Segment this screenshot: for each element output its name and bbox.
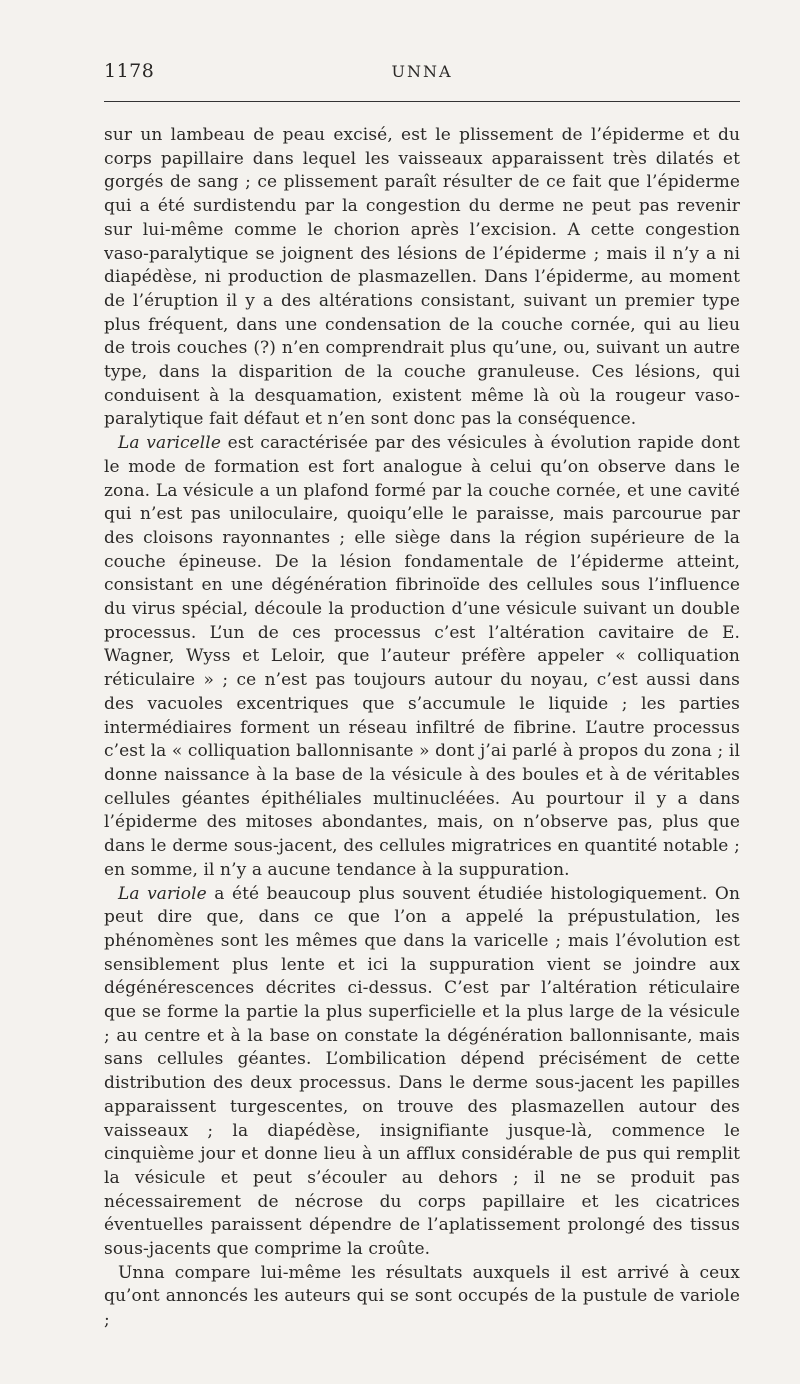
paragraph-3-text: a été beaucoup plus souvent étudiée histologiquement. On peut dire que, dans ce que l’on a appelé la prépustulation, les phénomènes sont les mêmes que dans la varicelle ; mais l’évolution est sensiblement plus lente et ici la suppuration vient se joindre aux dégénérescences décrites ci-dessus. C’est par l’altération réticulaire que se forme la partie la plus superficielle et la plus large de la vésicule ; au centre et à la base on constate la dégénération ballonnisante, mais sans cellules géantes. L’ombilication dépend précisément de cette distribution des deux processus. Dans le derme sous-jacent les papilles apparaissent turgescentes, on trouve des plasmazellen autour des vaisseaux ; la diapédèse, insignifiante jusque-là, commence le cinquième jour et donne lieu à un afflux considérable de pus qui remplit la vésicule et peut s’écouler au dehors ; il ne se produit pas nécessairement de nécrose du corps papillaire et les cicatrices éventuelles paraissent dépendre de l’aplatissement prolongé des tissus sous-jacents que comprime la croûte. (104, 883, 740, 1260)
header-rule (104, 101, 740, 102)
paragraph-1 (104, 124, 740, 432)
body-text (104, 124, 740, 1333)
paragraph-4-text: Unna compare lui-même les résultats auxquels il est arrivé à ceux qu’ont annoncés les auteurs qui se sont occupés de la pustule de variole ; (104, 1262, 740, 1331)
running-head: UNNA (391, 62, 453, 81)
paragraph-1-text: sur un lambeau de peau excisé, est le plissement de l’épiderme et du corps papillaire dans lequel les vaisseaux apparaissent très dilatés et gorgés de sang ; ce plissement paraît résulter de ce fait que l’épiderme qui a été surdistendu par la congestion du derme ne peut pas revenir sur lui-même comme le chorion après l’excision. A cette congestion vaso-paralytique se joignent des lésions de l’épiderme ; mais il n’y a ni diapédèse, ni production de plasmazellen. Dans l’épiderme, au moment de l’éruption il y a des altérations consistant, suivant un premier type plus fréquent, dans une condensation de la couche cornée, qui au lieu de trois couches (?) n’en comprendrait plus qu’une, ou, suivant un autre type, dans la disparition de la couche granuleuse. Ces lésions, qui conduisent à la desquamation, existent même là où la rougeur vaso-paralytique fait défaut et n’en sont donc pas la conséquence. (104, 125, 740, 430)
paragraph-3 (104, 883, 740, 1262)
paragraph-2 (104, 432, 740, 882)
paragraph-3-lead: La variole (118, 883, 207, 904)
paragraph-2-text: est caractérisée par des vésicules à évolution rapide dont le mode de formation est fort analogue à celui qu’on observe dans le zona. La vésicule a un plafond formé par la couche cornée, et une cavité qui n’est pas uniloculaire, quoiqu’elle le paraisse, mais parcourue par des cloisons rayonnantes ; elle siège dans la région supérieure de la couche épineuse. De la lésion fondamentale de l’épiderme atteint, consistant en une dégénération fibrinoïde des cellules sous l’influence du virus spécial, découle la production d’une vésicule suivant un double processus. L’un de ces processus c’est l’altération cavitaire de E. Wagner, Wyss et Leloir, que l’auteur préfère appeler « colliquation réticulaire » ; ce n’est pas toujours autour du noyau, c’est aussi dans des vacuoles excentriques que s’accumule le liquide ; les parties intermédiaires forment un réseau infiltré de fibrine. L’autre processus c’est la « colliquation ballonnisante » dont j’ai parlé à propos du zona ; il donne naissance à la base de la vésicule à des boules et à de véritables cellules géantes épithéliales multinucléées. Au pourtour il y a dans l’épiderme des mitoses abondantes, mais, on n’observe pas, plus que dans le derme sous-jacent, des cellules migratrices en quantité notable ; en somme, il n’y a aucune tendance à la suppuration. (104, 433, 740, 880)
page-header (104, 60, 740, 88)
paragraph-2-lead: La varicelle (118, 433, 222, 454)
paragraph-4 (104, 1262, 740, 1333)
page-number: 1178 (104, 60, 155, 82)
